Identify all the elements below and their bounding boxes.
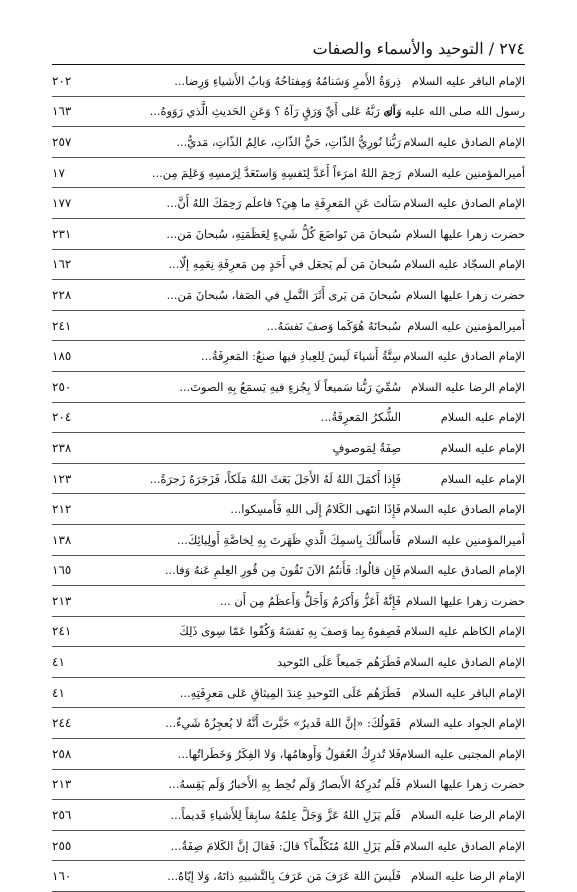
hadith-opening-phrase: ذِروَةُ الأَمرِ وَسَنامُهُ وَمِفتاحُهُ وَبابُ الأَشياءِ وَرِضا... bbox=[174, 73, 401, 88]
page-number: ١٨٥ bbox=[52, 349, 72, 364]
page-number: ٢١٣ bbox=[52, 777, 72, 792]
index-row bbox=[52, 341, 525, 372]
hadith-opening-phrase: فَصِفوهُ بِما وَصفَ بِهِ نَفسَهُ وَكُفّوا عَمّا سِوى ذَلِكَ bbox=[179, 624, 401, 639]
page-number: ٢٥٧ bbox=[52, 134, 72, 149]
page-number: ٢١٣ bbox=[52, 593, 72, 608]
hadith-opening-phrase: فَلَيسَ اللهَ عَرَفَ مَن عَرَفَ بِالتَّشبيهِ ذاتَهُ، وَلا إيّاهُ... bbox=[167, 869, 401, 884]
index-row bbox=[52, 464, 525, 495]
page-number: ١٣٨ bbox=[52, 532, 72, 547]
hadith-opening-phrase: فَإِن قالُوا: فَأَنتُمُ الآنَ تَقُونَ مِن قُورِ العِلمِ عَنهُ وَفا... bbox=[164, 563, 401, 578]
speaker-name: الإمام الجواد عليه السلام bbox=[408, 716, 525, 731]
speaker-name: حضرت زهرا عليها السلام bbox=[405, 226, 525, 241]
page-number: ٢٣١ bbox=[52, 226, 72, 241]
speaker-name: أميرالمؤمنين عليه السلام bbox=[407, 318, 525, 333]
index-row bbox=[52, 403, 525, 434]
index-row bbox=[52, 97, 525, 128]
index-table bbox=[52, 66, 525, 892]
speaker-name: الإمام الصادق عليه السلام bbox=[403, 655, 525, 670]
hadith-opening-phrase: سُبحانَ مَن لَم يَجعَل في أَحَدٍ مِن مَعرِفَةِ نِعَمِهِ إلّا... bbox=[168, 257, 401, 272]
index-row bbox=[52, 127, 525, 158]
page-number: ١٧٧ bbox=[52, 196, 72, 211]
speaker-name: حضرت زهرا عليها السلام bbox=[405, 287, 525, 302]
page-number: ٢٠٤ bbox=[52, 410, 72, 425]
page-number: ٢٢٨ bbox=[52, 287, 72, 302]
page-number: ١٦٠ bbox=[52, 869, 72, 884]
hadith-opening-phrase: فَأَسأَلُكَ بِاسمِكَ الَّذي ظَهَرتَ بِهِ لِخاصَّةِ أَولِيائِكَ... bbox=[177, 532, 401, 547]
speaker-name: الإمام الباقر عليه السلام bbox=[411, 685, 525, 700]
hadith-opening-phrase: فَلَم يَزَلِ اللهُ مُتَكَلِّماً؟ قالَ: فَقالَ إنَّ الكَلامَ صِفَةٌ... bbox=[170, 838, 401, 853]
index-row bbox=[52, 739, 525, 770]
hadith-opening-phrase: فَلا تُدرِكُ العُقولُ وَأَوهامُها، وَلا الفِكَرُ وَخَطَراتُها... bbox=[177, 746, 401, 761]
index-row bbox=[52, 311, 525, 342]
hadith-opening-phrase: رَحِمَ اللهُ امرَءاً أَعَدَّ لِنَفسِهِ وَاستَعَدَّ لِرَمسِهِ وَعَلِمَ مِن... bbox=[151, 165, 401, 180]
hadith-opening-phrase: فَطَرَهُم عَلَى التَوحيدِ عِندَ المِيثاقِ عَلى مَعرِفَتِهِ... bbox=[179, 685, 401, 700]
speaker-name: أميرالمؤمنين عليه السلام bbox=[407, 165, 525, 180]
hadith-opening-phrase: فَطَرَهُم جَميعاً عَلَى التَوحيد bbox=[276, 655, 401, 670]
index-row bbox=[52, 219, 525, 250]
page-number: ٢٠٢ bbox=[52, 73, 72, 88]
index-row bbox=[52, 525, 525, 556]
index-row bbox=[52, 586, 525, 617]
page-number: ٢٤١ bbox=[52, 318, 72, 333]
speaker-name: الإمام الصادق عليه السلام bbox=[403, 349, 525, 364]
speaker-name: الإمام الصادق عليه السلام bbox=[403, 196, 525, 211]
index-row bbox=[52, 678, 525, 709]
hadith-opening-phrase: فَلَم يَزَلِ اللهُ عَزَّ وَجَلَّ عِلمُهُ سابِقاً لِلأَشياءِ قَديماً... bbox=[170, 808, 401, 823]
speaker-name: الإمام السجّاد عليه السلام bbox=[404, 257, 525, 272]
index-row bbox=[52, 372, 525, 403]
index-row bbox=[52, 188, 525, 219]
hadith-opening-phrase: سُبحانَ مَن تَواضَعَ كُلُّ شَيءٍ لِعَظَمَتِهِ، سُبحانَ مَن... bbox=[166, 226, 401, 241]
speaker-name: الإمام الصادق عليه السلام bbox=[403, 838, 525, 853]
page-number: ٢١٢ bbox=[52, 502, 72, 517]
index-row bbox=[52, 158, 525, 189]
hadith-opening-phrase: الشُّكرُ المَعرِفَةُ... bbox=[320, 410, 401, 425]
page-number: ٤١ bbox=[52, 655, 65, 670]
index-row bbox=[52, 831, 525, 862]
hadith-opening-phrase: سَألتَ عَنِ المَعرِفَةِ ما هِيَ؟ فاعلَم رَحِمَكَ اللهُ أَنَّ... bbox=[166, 196, 401, 211]
index-row bbox=[52, 280, 525, 311]
page-number: ٢٥٦ bbox=[52, 808, 72, 823]
index-row bbox=[52, 708, 525, 739]
page-number: ١٢٣ bbox=[52, 471, 72, 486]
page-number: ٢٤١ bbox=[52, 624, 72, 639]
hadith-opening-phrase: رَأى رَبَّهُ عَلى أَيِّ وَرَقٍ رَآهُ ؟ وَعَنِ الحَديثِ الَّذي رَوَوهُ... bbox=[149, 104, 401, 119]
index-row bbox=[52, 250, 525, 281]
index-row bbox=[52, 617, 525, 648]
hadith-opening-phrase: سُمِّيَ رَبُّنا سَميعاً لَا بِجُزءٍ فيهِ يَسمَعُ بِهِ الصوتَ... bbox=[179, 379, 401, 394]
hadith-opening-phrase: فَإِذَا انتَهى الكَلامُ إِلَى اللهِ فَأَمسِكوا... bbox=[230, 502, 401, 517]
page-number: ١٦٣ bbox=[52, 104, 72, 119]
speaker-name: الإمام الكاظم عليه السلام bbox=[404, 624, 525, 639]
speaker-name: الإمام المجتبى عليه السلام bbox=[400, 746, 525, 761]
hadith-opening-phrase: فَإِذا أَكمَلَ اللهُ لَهُ الأَجَلَ بَعَثَ اللهُ مَلَكاً، فَزَجَرَهُ زَجرَةً... bbox=[149, 471, 401, 486]
speaker-name: الإمام الرضا عليه السلام bbox=[411, 808, 525, 823]
page-number: ٢٣٨ bbox=[52, 440, 72, 455]
speaker-name: الإمام عليه السلام bbox=[440, 440, 525, 455]
page-number: ١٦٢ bbox=[52, 257, 72, 272]
index-row bbox=[52, 494, 525, 525]
hadith-opening-phrase: فَإِنَّهُ أَعَزُّ وَأَكرَمُ وَأَجَلُّ وَأَعظَمُ مِن أَن ... bbox=[219, 593, 401, 608]
speaker-name: الإمام عليه السلام bbox=[440, 471, 525, 486]
page-number: ٢٥٨ bbox=[52, 746, 72, 761]
index-row bbox=[52, 433, 525, 464]
speaker-name: حضرت زهرا عليها السلام bbox=[405, 593, 525, 608]
speaker-name: رسول الله صلى الله عليه وآله bbox=[383, 104, 525, 119]
hadith-opening-phrase: فَلَم تُدرِكهُ الأَبصارُ وَلَم تُحِط بِهِ الأَخبارُ وَلَم يَقِسهُ... bbox=[168, 777, 401, 792]
page-number: ٢٤٤ bbox=[52, 716, 72, 731]
index-row bbox=[52, 861, 525, 892]
hadith-opening-phrase: سُبحانَ مَن يَرى أَثَرَ النَّملِ في الصَفا، سُبحانَ مَن... bbox=[166, 287, 401, 302]
hadith-opening-phrase: سُبحانَهُ هُوَكَما وَصفَ نَفسَهُ... bbox=[266, 318, 401, 333]
page-number: ٢٥٥ bbox=[52, 838, 72, 853]
index-row bbox=[52, 556, 525, 587]
page-number: ٢٥٠ bbox=[52, 379, 72, 394]
speaker-name: الإمام عليه السلام bbox=[440, 410, 525, 425]
hadith-opening-phrase: فَقَولُكَ: «إنَّ اللهَ قَديرٌ» خَبَّرتَ أَنَّهُ لا يُعجِزُهُ شَيءٌ... bbox=[165, 716, 401, 731]
hadith-opening-phrase: رَبُّنا نُورِيُّ الذّاتِ، حَيُّ الذّاتِ، عالِمُ الذّاتِ، مَديُّ... bbox=[176, 134, 401, 149]
page-number: ١٧ bbox=[52, 165, 65, 180]
index-row bbox=[52, 770, 525, 801]
speaker-name: الإمام الباقر عليه السلام bbox=[411, 73, 525, 88]
speaker-name: الإمام الصادق عليه السلام bbox=[403, 563, 525, 578]
speaker-name: الإمام الرضا عليه السلام bbox=[411, 869, 525, 884]
speaker-name: حضرت زهرا عليها السلام bbox=[405, 777, 525, 792]
index-row bbox=[52, 647, 525, 678]
speaker-name: الإمام الرضا عليه السلام bbox=[411, 379, 525, 394]
page-number: ٤١ bbox=[52, 685, 65, 700]
speaker-name: أميرالمؤمنين عليه السلام bbox=[407, 532, 525, 547]
index-row bbox=[52, 800, 525, 831]
index-row bbox=[52, 66, 525, 97]
page-number: ١٦٥ bbox=[52, 563, 72, 578]
speaker-name: الإمام الصادق عليه السلام bbox=[403, 134, 525, 149]
page-header-title: ٢٧٤ / التوحيد والأسماء والصفات bbox=[52, 34, 525, 65]
hadith-opening-phrase: صِفَةٌ لِمَوصوفٍ bbox=[332, 440, 401, 455]
hadith-opening-phrase: سِتَّةُ أَشياءَ لَيسَ لِلعِبادِ فيها صنعٌ: المَعرِفَةُ... bbox=[201, 349, 401, 364]
speaker-name: الإمام الصادق عليه السلام bbox=[403, 502, 525, 517]
